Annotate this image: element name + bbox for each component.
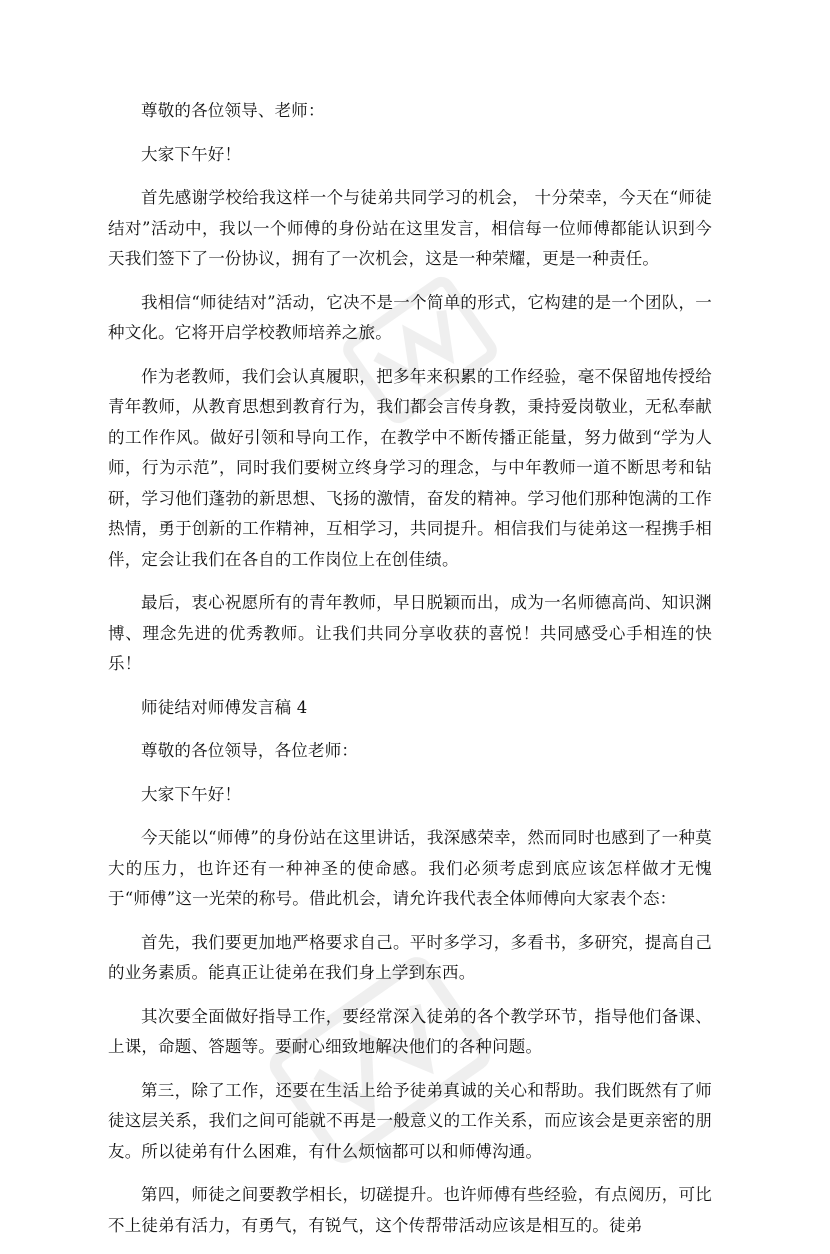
paragraph: 最后，衷心祝愿所有的青年教师，早日脱颖而出，成为一名师德高尚、知识渊博、理念先进的优秀教师。让我们共同分享收获的喜悦！共同感受心手相连的快乐！ [108,593,712,673]
paragraph: 首先感谢学校给我这样一个与徒弟共同学习的机会， 十分荣幸，今天在“师徒结对”活动中，我以一个师傅的身份站在这里发言，相信每一位师傅都能认识到今天我们签下了一份协议，拥有了一次机会，这是一种荣耀，更是一种责任。 [108,188,712,268]
paragraph: 今天能以“师傅”的身份站在这里讲话，我深感荣幸，然而同时也感到了一种莫大的压力，也许还有一种神圣的使命感。我们必须考虑到底应该怎样做才无愧于“师傅”这一光荣的称号。借此机会，请允许我代表全体师傅向大家表个态： [108,828,712,908]
greeting: 大家下午好！ [141,784,242,804]
salutation: 尊敬的各位领导、老师： [141,101,325,120]
paragraph: 首先，我们要更加地严格要求自己。平时多学习，多看书，多研究，提高自己的业务素质。能真正让徒弟在我们身上学到东西。 [108,932,712,982]
paragraph: 我相信“师徒结对”活动，它决不是一个简单的形式，它构建的是一个团队，一种文化。它将开启学校教师培养之旅。 [108,292,712,342]
paragraph: 作为老教师，我们会认真履职，把多年来积累的工作经验，毫不保留地传授给青年教师，从教育思想到教育行为，我们都会言传身教，秉持爱岗敬业，无私奉献的工作作风。做好引领和导向工作，在教学中不断传播正能量，努力做到“学为人师，行为示范”，同时我们要树立终身学习的理念，与中年教师一道不断思考和钻研，学习他们蓬勃的新思想、飞扬的激情，奋发的精神。学习他们那种饱满的工作热情，勇于创新的工作精神，互相学习，共同提升。相信我们与徒弟这一程携手相伴，定会让我们在各自的工作岗位上在创佳绩。 [108,366,712,569]
paragraph: 其次要全面做好指导工作，要经常深入徒弟的各个教学环节，指导他们备课、上课，命题、答题等。要耐心细致地解决他们的各种问题。 [108,1006,712,1056]
paragraph: 第三，除了工作，还要在生活上给予徒弟真诚的关心和帮助。我们既然有了师徒这层关系，我们之间可能就不再是一般意义的工作关系，而应该会是更亲密的朋友。所以徒弟有什么困难，有什么烦恼都可以和师傅沟通。 [108,1080,712,1161]
section-heading: 师徒结对师傅发言稿 4 [141,697,308,717]
paragraph: 第四，师徒之间要教学相长，切磋提升。也许师傅有些经验，有点阅历，可比不上徒弟有活力，有勇气，有锐气，这个传帮带活动应该是相互的。徒弟 [108,1185,712,1235]
salutation: 尊敬的各位领导，各位老师： [141,741,359,760]
greeting: 大家下午好！ [141,144,242,164]
document-body [108,96,712,1254]
